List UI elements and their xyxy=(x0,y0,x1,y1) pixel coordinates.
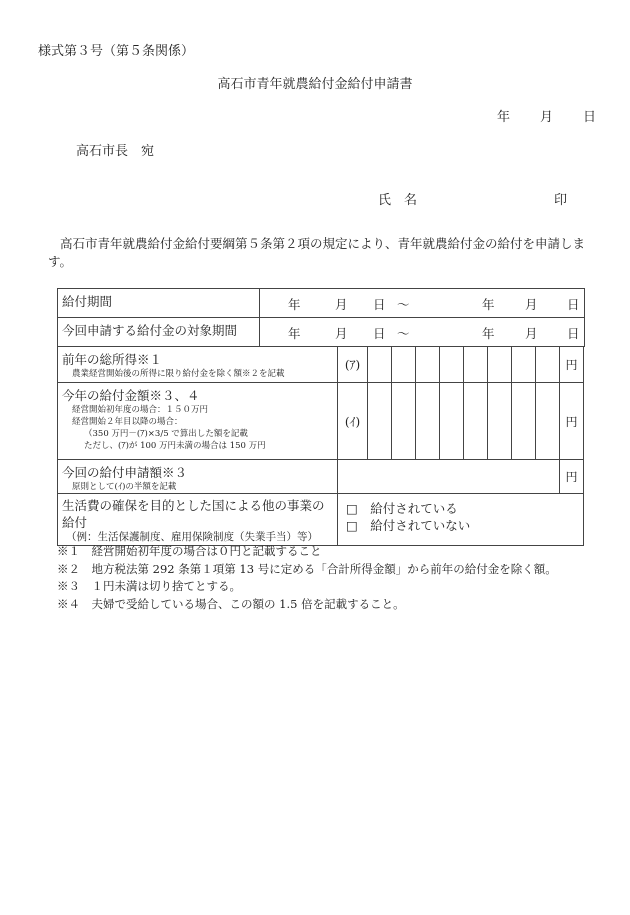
amount-digit[interactable] xyxy=(488,383,512,460)
target-period-label: 今回申請する給付金の対象期間 xyxy=(58,318,260,347)
other-benefits-label: 生活費の確保を目的とした国による他の事業の給付 （例：生活保護制度、雇用保険制度（失業手当）等） xyxy=(58,494,338,546)
mark-a: (ｱ) xyxy=(338,347,368,383)
row-previous-income xyxy=(58,347,584,383)
document-title: 高石市青年就農給付金給付申請書 xyxy=(217,77,413,92)
date-year-label: 年 xyxy=(496,110,510,125)
note-4: ※４ 夫婦で受給している場合、この額の 1.5 倍を記載すること。 xyxy=(57,596,405,611)
row-this-year-amount xyxy=(58,383,584,460)
other-benefits-options xyxy=(338,494,584,546)
applicant-line xyxy=(378,189,568,208)
option-received-checkbox[interactable]: □ 給付されている xyxy=(346,501,458,516)
seal-mark: 印 xyxy=(554,193,568,208)
previous-income-label: 前年の総所得※１ 農業経営開始後の所得に限り給付金を除く額※２を記載 xyxy=(58,347,338,383)
request-amount-field[interactable] xyxy=(338,460,560,494)
yen-unit: 円 xyxy=(560,460,584,494)
applicant-name-label: 氏 名 xyxy=(378,193,418,208)
income-digit[interactable] xyxy=(464,347,488,383)
payment-period-label: 給付期間 xyxy=(58,289,260,318)
yen-unit: 円 xyxy=(560,347,584,383)
amount-digit[interactable] xyxy=(464,383,488,460)
request-amount-label: 今回の給付申請額※３ 原則として(ｲ)の半額を記載 xyxy=(58,460,338,494)
income-digit[interactable] xyxy=(416,347,440,383)
row-request-amount xyxy=(58,460,584,494)
form-number: 様式第３号（第５条関係） xyxy=(38,44,195,59)
amount-digit[interactable] xyxy=(392,383,416,460)
income-digit[interactable] xyxy=(536,347,560,383)
note-2: ※２ 地方税法第 292 条第１項第 13 号に定める「合計所得金額」から前年の給付金を除く額。 xyxy=(57,561,557,576)
addressee: 高石市長 宛 xyxy=(76,144,155,159)
income-digit[interactable] xyxy=(488,347,512,383)
amount-digit[interactable] xyxy=(368,383,392,460)
yen-unit: 円 xyxy=(560,383,584,460)
income-digit[interactable] xyxy=(440,347,464,383)
this-year-amount-label: 今年の給付金額※３、４ 経営開始初年度の場合：１５０万円 経営開始２年目以降の場合： （350 万円－(ｱ)×3/5 で算出した額を記載 ただし、(ｱ)が 100 万円未満の場合は 150 万円 xyxy=(58,383,338,460)
income-digit[interactable] xyxy=(512,347,536,383)
row-payment-period xyxy=(58,289,585,318)
amount-table xyxy=(57,346,584,546)
application-table xyxy=(57,288,585,347)
target-period-field[interactable]: 年 月 日 ～ 年 月 日 xyxy=(260,318,585,347)
mark-i: (ｲ) xyxy=(338,383,368,460)
amount-digit[interactable] xyxy=(416,383,440,460)
note-1: ※１ 経営開始初年度の場合は０円と記載すること xyxy=(57,544,322,558)
row-other-benefits xyxy=(58,494,584,546)
income-digit[interactable] xyxy=(368,347,392,383)
option-not-received-checkbox[interactable]: □ 給付されていない xyxy=(346,518,471,533)
payment-period-field[interactable]: 年 月 日 ～ 年 月 日 xyxy=(260,289,585,318)
amount-digit[interactable] xyxy=(512,383,536,460)
amount-digit[interactable] xyxy=(440,383,464,460)
row-target-period xyxy=(58,318,585,347)
notes xyxy=(57,543,557,613)
date-day-label: 日 xyxy=(582,110,596,125)
date-line xyxy=(497,106,596,125)
income-digit[interactable] xyxy=(392,347,416,383)
note-3: ※３ １円未満は切り捨てとする。 xyxy=(57,579,241,593)
amount-digit[interactable] xyxy=(536,383,560,460)
body-text: 高石市青年就農給付金給付要綱第５条第２項の規定により、青年就農給付金の給付を申請します。 xyxy=(48,236,586,269)
date-month-label: 月 xyxy=(539,110,553,125)
